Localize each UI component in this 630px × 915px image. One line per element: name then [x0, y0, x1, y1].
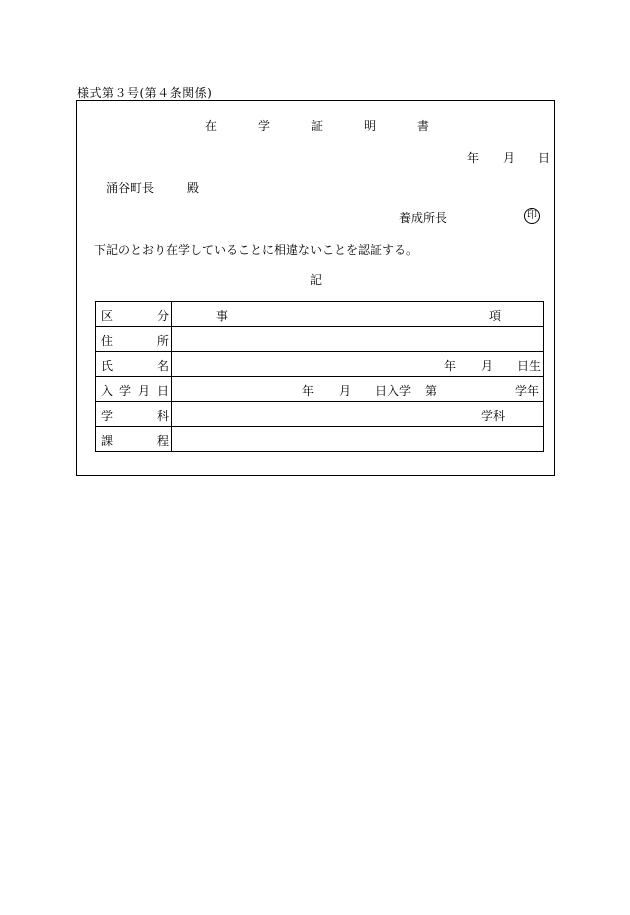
label-address: 住 所	[96, 327, 172, 352]
title-char: 学	[258, 119, 271, 133]
table-row	[96, 302, 544, 327]
date-year: 年	[467, 151, 480, 165]
label-course: 課 程	[96, 427, 172, 452]
header-item-cell	[172, 302, 544, 327]
table-row	[96, 427, 544, 452]
label-name: 氏 名	[96, 352, 172, 377]
title-char: 在	[205, 119, 218, 133]
name-cell[interactable]: 年 月 日生	[172, 352, 544, 377]
addressee: 涌谷町長	[106, 181, 155, 195]
address-cell[interactable]	[172, 327, 544, 352]
title-char: 書	[417, 119, 430, 133]
date-month: 月	[503, 151, 516, 165]
certificate-table	[95, 301, 544, 452]
seal-mark: 印	[524, 208, 540, 224]
title-char: 明	[364, 119, 377, 133]
table-row	[96, 377, 544, 402]
header-item-left: 事	[216, 309, 229, 323]
label-category: 区 分	[96, 302, 172, 327]
table-row	[96, 402, 544, 427]
date-day: 日	[538, 151, 551, 165]
issuer-title: 養成所長	[399, 211, 448, 225]
label-department: 学 科	[96, 402, 172, 427]
ki-heading: 記	[310, 273, 323, 287]
label-admission-date: 入 学 月 日	[96, 377, 172, 402]
department-cell[interactable]: 学科	[172, 402, 544, 427]
table-row	[96, 327, 544, 352]
course-cell[interactable]	[172, 427, 544, 452]
header-item-right: 項	[489, 309, 502, 323]
title-char: 証	[311, 119, 324, 133]
certification-statement: 下記のとおり在学していることに相違ないことを認証する。	[94, 243, 419, 257]
form-number: 様式第３号(第４条関係)	[77, 86, 213, 100]
admission-cell[interactable]: 年 月 日入学 第 学年	[172, 377, 544, 402]
table-row	[96, 352, 544, 377]
honorific: 殿	[187, 181, 200, 195]
